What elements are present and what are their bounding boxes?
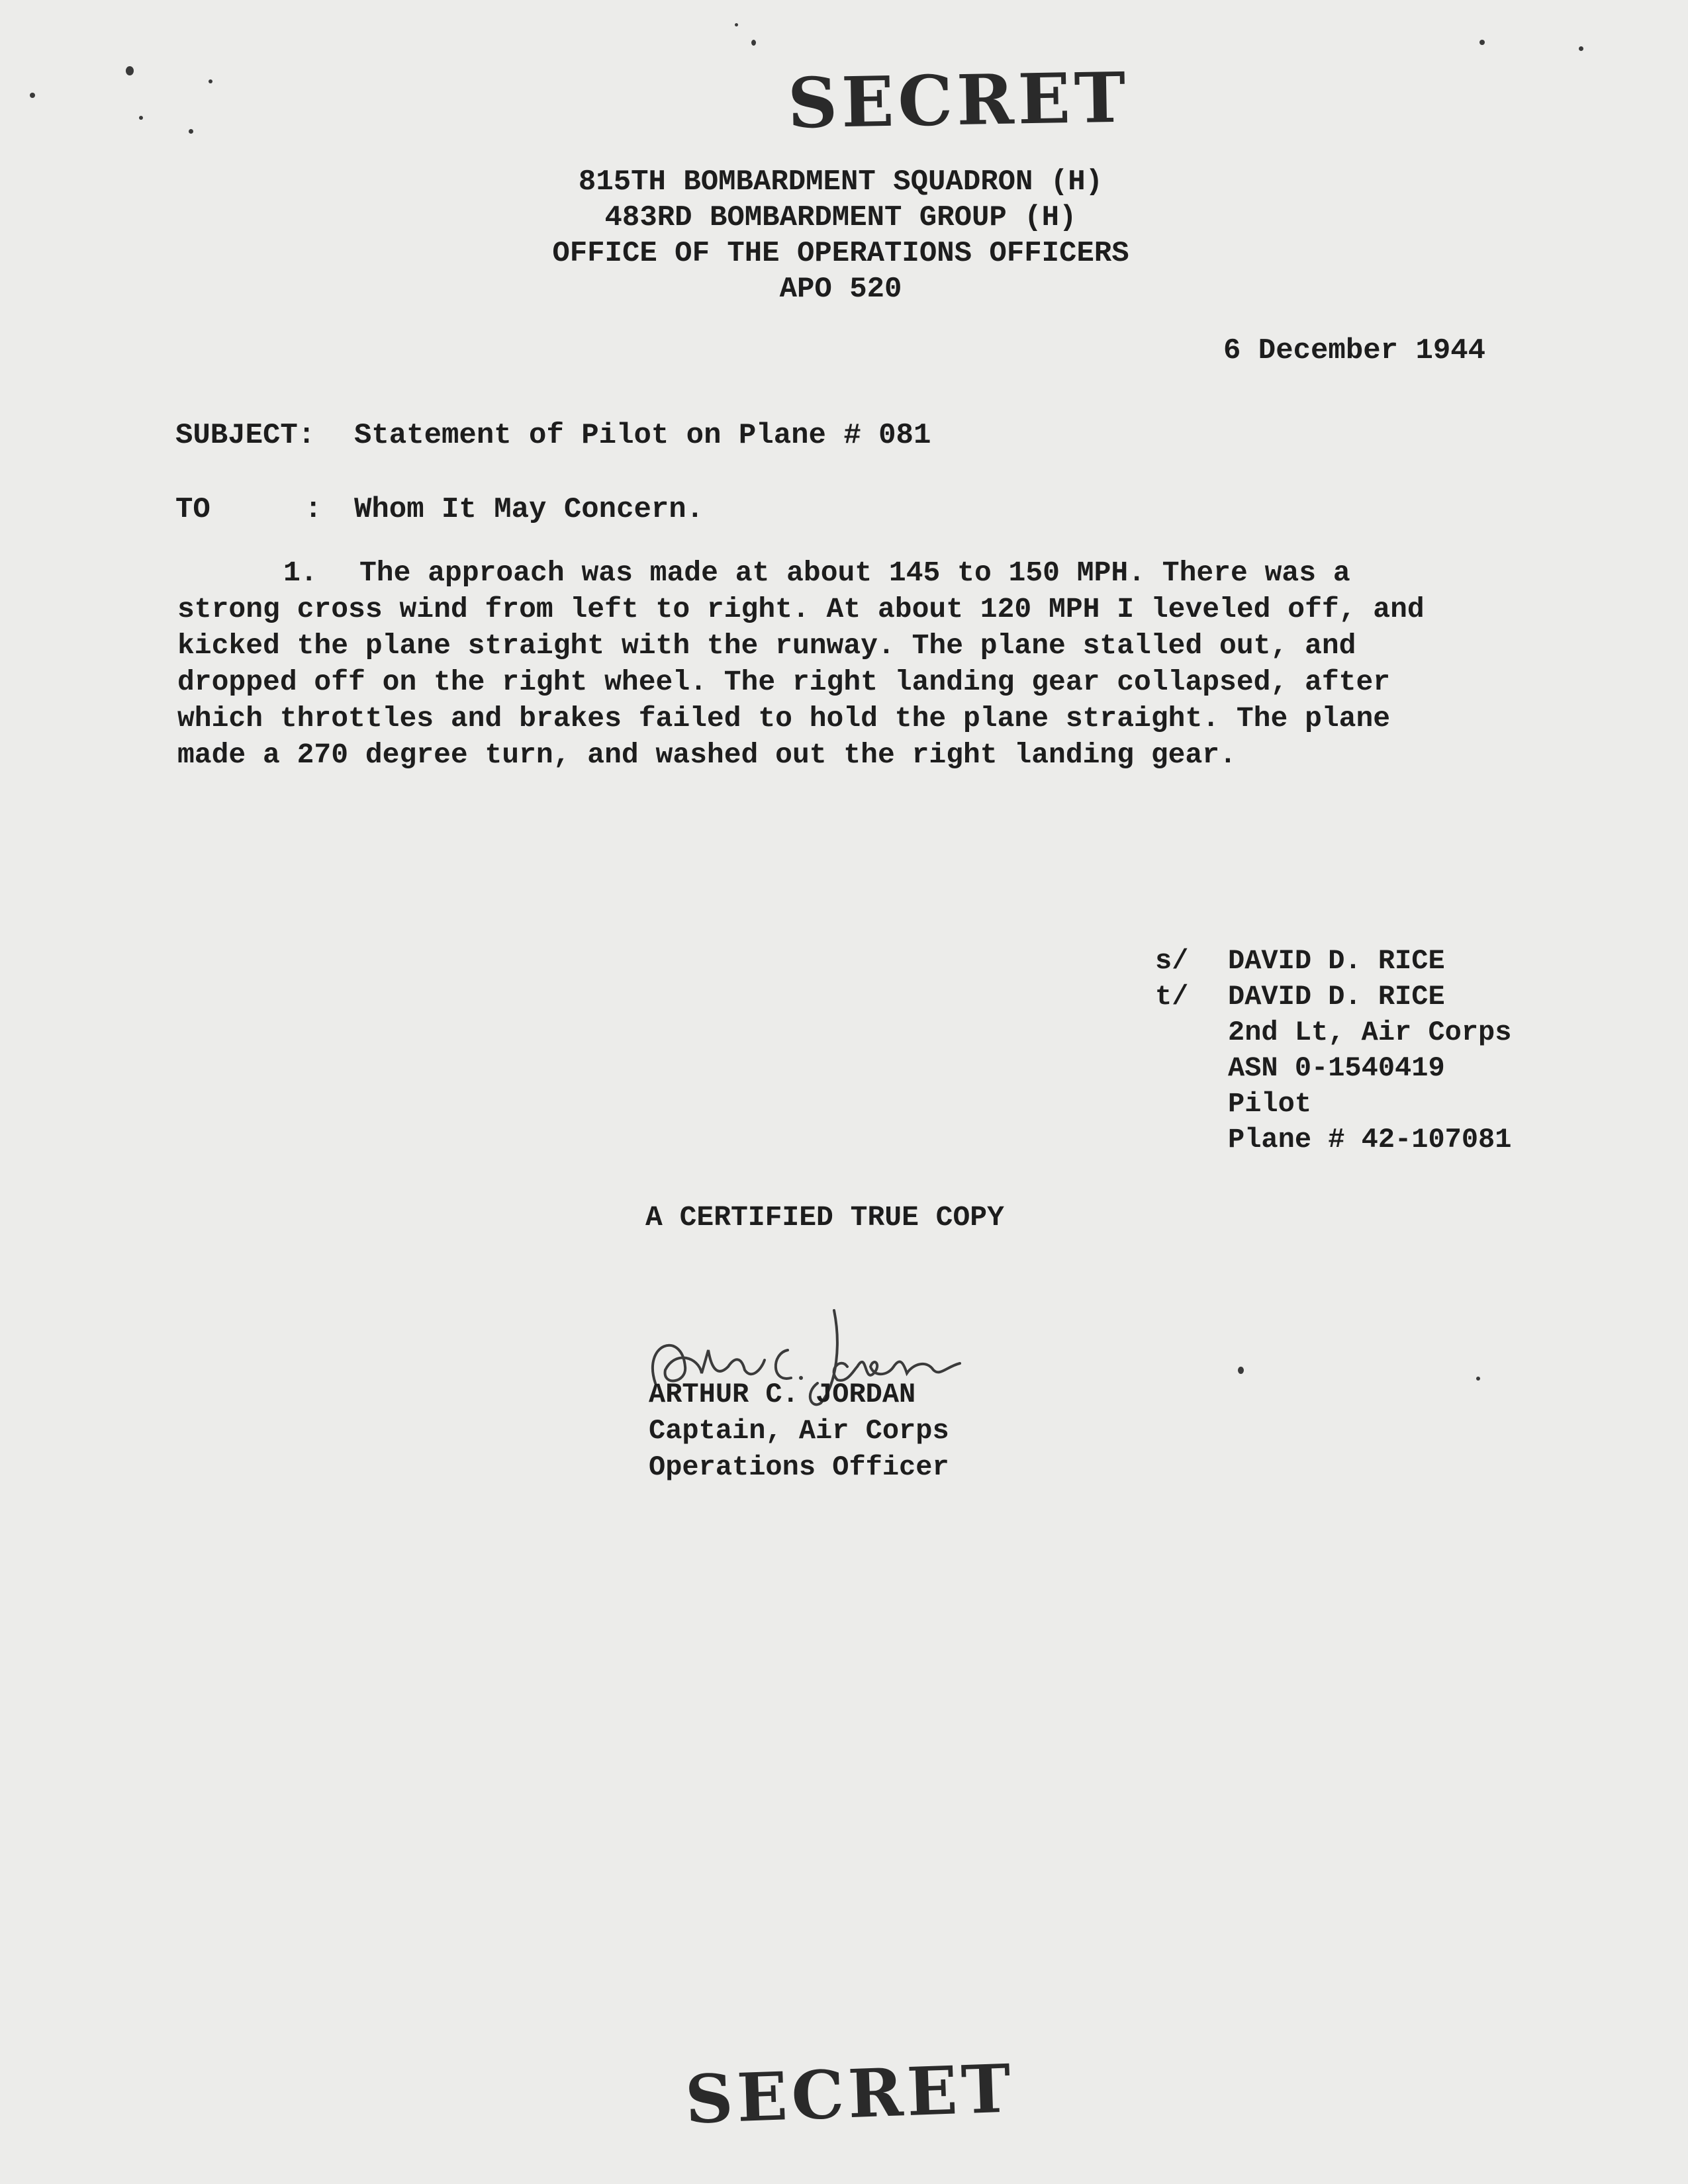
certifier-rank: Captain, Air Corps [649,1415,949,1447]
subject-label: SUBJECT: [175,419,316,452]
certifier-title: Operations Officer [649,1451,949,1483]
letterhead-line: 483RD BOMBARDMENT GROUP (H) [604,201,1077,234]
to-value: Whom It May Concern. [354,493,704,526]
pilot-asn: ASN 0-1540419 [1228,1052,1445,1084]
scan-speck [209,79,212,83]
letterhead-line: 815TH BOMBARDMENT SQUADRON (H) [578,165,1103,199]
letterhead-line: APO 520 [779,273,902,306]
scan-speck [189,129,193,134]
subject-value: Statement of Pilot on Plane # 081 [354,419,931,452]
scan-speck [1479,40,1485,45]
signed-name-row [1155,943,1511,979]
secret-stamp-top: SECRET [786,56,1131,144]
to-line [175,493,704,526]
paragraph-line: dropped off on the right wheel. The right landing gear collapsed, after [177,666,1391,698]
scan-speck [126,66,134,75]
paragraph-text: The approach was made at about 145 to 150 MPH. There was a [359,557,1350,589]
paragraph-line [177,555,1488,591]
certifier-block [649,1377,949,1486]
to-colon: : [305,493,322,526]
typed-prefix: t/ [1155,981,1189,1013]
paragraph-number: 1. [283,557,318,589]
signed-name: DAVID D. RICE [1228,945,1445,977]
paragraph-line: kicked the plane straight with the runway. The plane stalled out, and [177,629,1356,662]
paragraph-line: which throttles and brakes failed to hold the plane straight. The plane [177,702,1391,735]
scan-speck [1238,1367,1244,1374]
document-date: 6 December 1944 [1223,334,1486,367]
pilot-signature-block [1155,943,1511,1158]
scan-speck [1579,46,1583,51]
paragraph-line: strong cross wind from left to right. At about 120 MPH I leveled off, and [177,593,1425,625]
pilot-rank: 2nd Lt, Air Corps [1228,1017,1512,1048]
letterhead-line: OFFICE OF THE OPERATIONS OFFICERS [552,237,1129,270]
certifier-name: ARTHUR C. JORDAN [649,1379,916,1410]
pilot-role: Pilot [1228,1088,1312,1120]
asn-row [1155,1050,1511,1086]
to-label: TO [175,493,211,526]
signed-prefix: s/ [1155,945,1189,977]
scan-speck [30,93,35,98]
scan-speck [1476,1377,1480,1381]
certified-copy-label: A CERTIFIED TRUE COPY [645,1201,1004,1234]
subject-line [175,419,931,452]
secret-stamp-bottom: SECRET [684,2049,1016,2139]
typed-name: DAVID D. RICE [1228,981,1445,1013]
scan-speck [139,116,143,120]
scan-speck [751,40,756,46]
paragraph-line: made a 270 degree turn, and washed out the right landing gear. [177,739,1237,771]
rank-row [1155,1015,1511,1050]
role-row [1155,1086,1511,1122]
pilot-plane: Plane # 42-107081 [1228,1124,1512,1156]
statement-paragraph [177,555,1488,773]
typed-name-row [1155,979,1511,1015]
plane-row [1155,1122,1511,1158]
letterhead [490,164,1192,307]
scan-speck [735,23,738,26]
